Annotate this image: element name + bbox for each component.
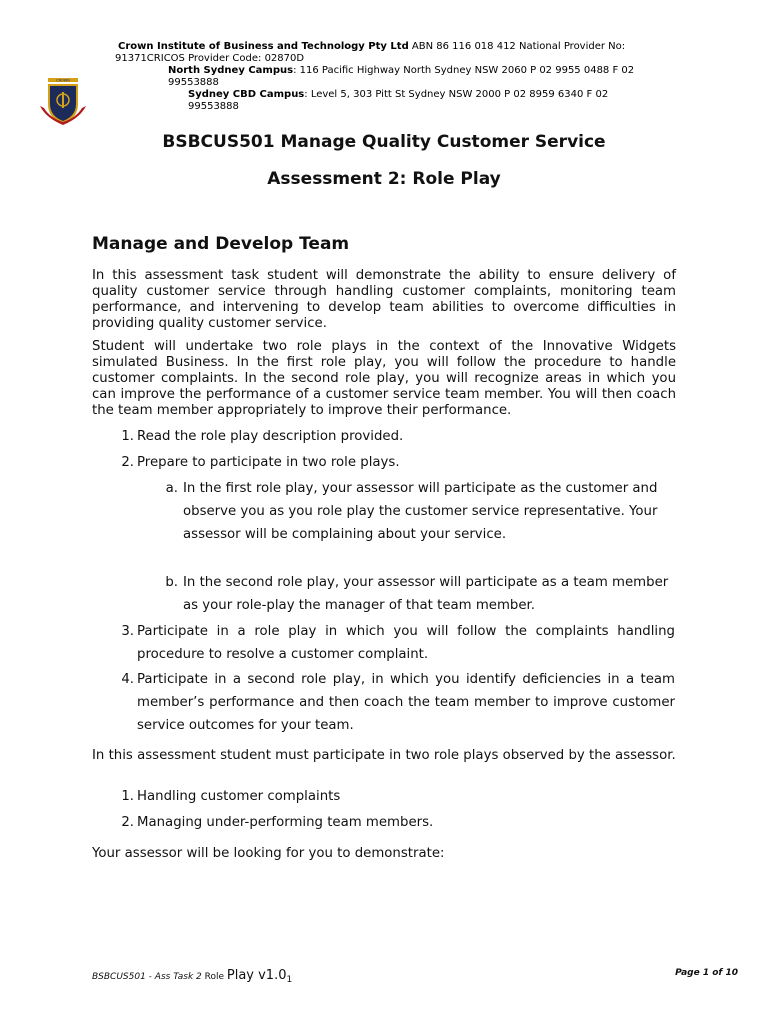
footer-left — [92, 968, 392, 985]
requirement-paragraph: In this assessment student must participate in two role plays observed by the assessor. — [92, 748, 676, 763]
assessment-subtitle: Assessment 2: Role Play — [267, 169, 501, 189]
sub-list-letter: b. — [165, 575, 178, 590]
sub-list-text: In the first role play, your assessor will participate as the customer and observe you as you role play the customer service representative. Your assessor will be complaining about your service. — [183, 481, 658, 542]
page-title: BSBCUS501 Manage Quality Customer Service — [162, 132, 606, 152]
sub-list-item — [158, 571, 678, 617]
list-item — [112, 425, 677, 448]
sub-list-item — [158, 477, 678, 569]
north-campus-label: North Sydney Campus — [168, 65, 294, 76]
list-item — [112, 451, 677, 474]
list-number: 3. — [121, 624, 134, 639]
footer-role: Role — [204, 972, 227, 982]
list-text: Participate in a second role play, in which you identify deficiencies in a team member’s performance and then coach the team member to improve customer service outcomes for your team. — [137, 672, 675, 733]
cbd-campus-address: : Level 5, 303 Pitt St Sydney NSW 2000 P 02 8959 6340 F 02 — [304, 89, 609, 100]
north-campus-address: : 116 Pacific Highway North Sydney NSW 2060 P 02 9955 0488 F 02 — [293, 65, 635, 76]
list-number: 1. — [121, 429, 134, 444]
footer-version-suffix: 1 — [286, 974, 293, 985]
intro-paragraph: In this assessment task student will demonstrate the ability to ensure delivery of quality customer service through handling customer complaints, monitoring team performance, and intervening to develop team abilities to overcome difficulties in providing quality customer service. — [92, 268, 676, 331]
list-text: Handling customer complaints — [137, 789, 341, 804]
list-item — [112, 785, 677, 808]
north-campus-fax: 99553888 — [168, 77, 219, 88]
list-number: 2. — [121, 815, 134, 830]
org-details: ABN 86 116 018 412 National Provider No: — [408, 41, 626, 52]
sub-list-letter: a. — [165, 481, 178, 496]
list-number: 2. — [121, 455, 134, 470]
section-heading: Manage and Develop Team — [92, 234, 350, 254]
list-item — [112, 668, 677, 737]
list-item — [112, 620, 677, 666]
sub-list-text: In the second role play, your assessor will participate as a team member as your role-play the manager of that team member. — [183, 575, 669, 613]
list-text: Managing under-performing team members. — [137, 815, 434, 830]
cbd-campus-label: Sydney CBD Campus — [188, 89, 305, 100]
list-text: Read the role play description provided. — [137, 429, 404, 444]
context-paragraph: Student will undertake two role plays in the context of the Innovative Widgets simulated Business. In the first role play, you will follow the procedure to handle customer complaints. In the second role play, you will recognize areas in which you can improve the performance of a customer service team member. You will then coach the team member appropriately to improve their performance. — [92, 339, 676, 418]
list-item — [112, 811, 677, 834]
demonstrate-paragraph: Your assessor will be looking for you to demonstrate: — [92, 846, 445, 861]
footer-course: BSBCUS501 - Ass Task 2 — [92, 972, 205, 982]
crown-logo — [38, 78, 88, 128]
institution-header — [115, 41, 678, 113]
list-text: Participate in a role play in which you will follow the complaints handling procedure to resolve a customer complaint. — [137, 624, 675, 662]
list-number: 1. — [121, 789, 134, 804]
cricos-line: 91371CRICOS Provider Code: 02870D — [115, 53, 305, 64]
list-text: Prepare to participate in two role plays. — [137, 455, 400, 470]
logo-text: CROWN — [56, 78, 70, 83]
cbd-campus-fax: 99553888 — [188, 101, 239, 112]
org-name: Crown Institute of Business and Technology Pty Ltd — [118, 41, 409, 52]
footer-version: Play v1.0 — [226, 968, 287, 983]
list-number: 4. — [121, 672, 134, 687]
page-number: Page 1 of 10 — [675, 968, 738, 978]
